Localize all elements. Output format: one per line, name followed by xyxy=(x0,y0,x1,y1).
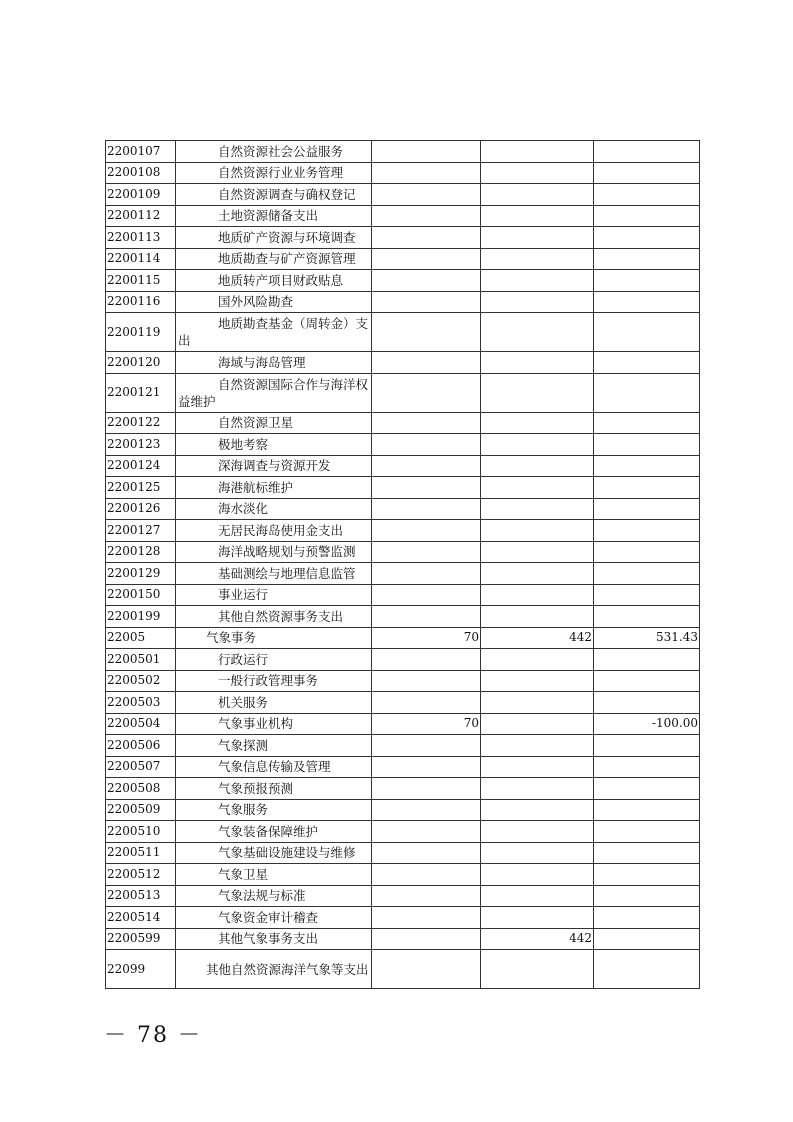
value-cell-2 xyxy=(481,950,594,989)
value-cell-2: 442 xyxy=(481,928,594,950)
table-row xyxy=(106,352,700,374)
code-cell: 2200112 xyxy=(106,205,176,227)
value-cell-3 xyxy=(594,606,700,628)
value-cell-1 xyxy=(372,692,481,714)
table-row xyxy=(106,141,700,163)
table-row xyxy=(106,205,700,227)
code-cell: 2200504 xyxy=(106,713,176,735)
table-row xyxy=(106,670,700,692)
value-cell-2 xyxy=(481,498,594,520)
value-cell-3 xyxy=(594,821,700,843)
value-cell-1 xyxy=(372,563,481,585)
code-cell: 2200150 xyxy=(106,584,176,606)
name-cell: 地质勘查与矿产资源管理 xyxy=(176,248,372,270)
value-cell-1 xyxy=(372,352,481,374)
value-cell-3: 531.43 xyxy=(594,627,700,649)
code-cell: 2200509 xyxy=(106,799,176,821)
code-cell: 2200113 xyxy=(106,227,176,249)
table-row xyxy=(106,907,700,929)
value-cell-3 xyxy=(594,412,700,434)
name-cell: 海洋战略规划与预警监测 xyxy=(176,541,372,563)
value-cell-1 xyxy=(372,864,481,886)
value-cell-1 xyxy=(372,907,481,929)
value-cell-2 xyxy=(481,778,594,800)
value-cell-1 xyxy=(372,756,481,778)
value-cell-3 xyxy=(594,291,700,313)
value-cell-3 xyxy=(594,184,700,206)
value-cell-2 xyxy=(481,541,594,563)
value-cell-3 xyxy=(594,270,700,292)
code-cell: 2200125 xyxy=(106,477,176,499)
table-row xyxy=(106,885,700,907)
value-cell-1 xyxy=(372,821,481,843)
code-cell: 2200107 xyxy=(106,141,176,163)
value-cell-2 xyxy=(481,373,594,412)
value-cell-2 xyxy=(481,584,594,606)
value-cell-1 xyxy=(372,735,481,757)
code-cell: 2200109 xyxy=(106,184,176,206)
value-cell-2 xyxy=(481,606,594,628)
value-cell-2: 442 xyxy=(481,627,594,649)
code-cell: 2200508 xyxy=(106,778,176,800)
table-row xyxy=(106,563,700,585)
value-cell-3 xyxy=(594,248,700,270)
code-cell: 2200507 xyxy=(106,756,176,778)
code-cell: 2200511 xyxy=(106,842,176,864)
code-cell: 2200199 xyxy=(106,606,176,628)
name-cell: 气象事务 xyxy=(176,627,372,649)
value-cell-1 xyxy=(372,885,481,907)
name-cell: 深海调查与资源开发 xyxy=(176,455,372,477)
table-row xyxy=(106,541,700,563)
code-cell: 22099 xyxy=(106,950,176,989)
value-cell-1 xyxy=(372,520,481,542)
code-cell: 2200513 xyxy=(106,885,176,907)
value-cell-3 xyxy=(594,864,700,886)
value-cell-2 xyxy=(481,291,594,313)
name-cell: 基础测绘与地理信息监管 xyxy=(176,563,372,585)
code-cell: 2200119 xyxy=(106,313,176,352)
value-cell-3 xyxy=(594,520,700,542)
value-cell-2 xyxy=(481,248,594,270)
code-cell: 2200502 xyxy=(106,670,176,692)
value-cell-1 xyxy=(372,477,481,499)
table-row xyxy=(106,735,700,757)
value-cell-2 xyxy=(481,885,594,907)
value-cell-2 xyxy=(481,227,594,249)
table-row xyxy=(106,627,700,649)
value-cell-2 xyxy=(481,205,594,227)
name-cell: 自然资源国际合作与海洋权益维护 xyxy=(176,373,372,412)
value-cell-2 xyxy=(481,162,594,184)
value-cell-3 xyxy=(594,227,700,249)
code-cell: 2200599 xyxy=(106,928,176,950)
name-cell: 气象信息传输及管理 xyxy=(176,756,372,778)
code-cell: 2200129 xyxy=(106,563,176,585)
name-cell: 气象预报预测 xyxy=(176,778,372,800)
table-row xyxy=(106,291,700,313)
code-cell: 2200126 xyxy=(106,498,176,520)
table-row xyxy=(106,498,700,520)
name-cell: 气象法规与标准 xyxy=(176,885,372,907)
budget-table xyxy=(105,140,700,989)
value-cell-3 xyxy=(594,541,700,563)
value-cell-1 xyxy=(372,313,481,352)
code-cell: 2200128 xyxy=(106,541,176,563)
value-cell-3 xyxy=(594,455,700,477)
value-cell-3 xyxy=(594,498,700,520)
name-cell: 自然资源行业业务管理 xyxy=(176,162,372,184)
value-cell-1 xyxy=(372,205,481,227)
table-row xyxy=(106,477,700,499)
code-cell: 2200115 xyxy=(106,270,176,292)
code-cell: 2200122 xyxy=(106,412,176,434)
value-cell-3 xyxy=(594,885,700,907)
name-cell: 地质矿产资源与环境调查 xyxy=(176,227,372,249)
table-row xyxy=(106,434,700,456)
value-cell-2 xyxy=(481,692,594,714)
name-cell: 气象资金审计稽查 xyxy=(176,907,372,929)
table-row xyxy=(106,584,700,606)
name-cell: 行政运行 xyxy=(176,649,372,671)
value-cell-2 xyxy=(481,313,594,352)
code-cell: 2200501 xyxy=(106,649,176,671)
table-row xyxy=(106,713,700,735)
value-cell-1 xyxy=(372,184,481,206)
value-cell-3 xyxy=(594,649,700,671)
page-number: － 78 － xyxy=(104,1023,202,1048)
code-cell: 2200510 xyxy=(106,821,176,843)
code-cell: 2200503 xyxy=(106,692,176,714)
table-row xyxy=(106,162,700,184)
value-cell-2 xyxy=(481,735,594,757)
table-row xyxy=(106,373,700,412)
code-cell: 2200116 xyxy=(106,291,176,313)
value-cell-3 xyxy=(594,141,700,163)
value-cell-2 xyxy=(481,799,594,821)
value-cell-3 xyxy=(594,584,700,606)
value-cell-1 xyxy=(372,227,481,249)
name-cell: 一般行政管理事务 xyxy=(176,670,372,692)
name-cell: 海域与海岛管理 xyxy=(176,352,372,374)
value-cell-3 xyxy=(594,434,700,456)
table-row xyxy=(106,928,700,950)
code-cell: 2200127 xyxy=(106,520,176,542)
table-row xyxy=(106,821,700,843)
value-cell-1 xyxy=(372,162,481,184)
table-row xyxy=(106,520,700,542)
value-cell-1 xyxy=(372,606,481,628)
name-cell: 气象探测 xyxy=(176,735,372,757)
value-cell-1 xyxy=(372,248,481,270)
name-cell: 自然资源社会公益服务 xyxy=(176,141,372,163)
value-cell-1 xyxy=(372,778,481,800)
code-cell: 2200506 xyxy=(106,735,176,757)
name-cell: 海水淡化 xyxy=(176,498,372,520)
table-row xyxy=(106,842,700,864)
table-row xyxy=(106,864,700,886)
name-cell: 极地考察 xyxy=(176,434,372,456)
value-cell-1: 70 xyxy=(372,627,481,649)
value-cell-3 xyxy=(594,373,700,412)
value-cell-2 xyxy=(481,670,594,692)
value-cell-1 xyxy=(372,842,481,864)
table-row xyxy=(106,455,700,477)
name-cell: 无居民海岛使用金支出 xyxy=(176,520,372,542)
code-cell: 2200120 xyxy=(106,352,176,374)
name-cell: 自然资源调查与确权登记 xyxy=(176,184,372,206)
value-cell-3 xyxy=(594,907,700,929)
value-cell-1 xyxy=(372,649,481,671)
value-cell-2 xyxy=(481,649,594,671)
value-cell-2 xyxy=(481,907,594,929)
value-cell-1 xyxy=(372,373,481,412)
code-cell: 2200114 xyxy=(106,248,176,270)
name-cell: 国外风险勘查 xyxy=(176,291,372,313)
name-cell: 土地资源储备支出 xyxy=(176,205,372,227)
value-cell-1 xyxy=(372,434,481,456)
table-row xyxy=(106,248,700,270)
code-cell: 2200123 xyxy=(106,434,176,456)
value-cell-3 xyxy=(594,692,700,714)
table-row xyxy=(106,692,700,714)
value-cell-3 xyxy=(594,950,700,989)
name-cell: 其他自然资源海洋气象等支出 xyxy=(176,950,372,989)
name-cell: 机关服务 xyxy=(176,692,372,714)
code-cell: 2200512 xyxy=(106,864,176,886)
value-cell-2 xyxy=(481,563,594,585)
table-row xyxy=(106,184,700,206)
value-cell-3 xyxy=(594,842,700,864)
value-cell-1 xyxy=(372,670,481,692)
name-cell: 海港航标维护 xyxy=(176,477,372,499)
value-cell-1 xyxy=(372,141,481,163)
table-row xyxy=(106,799,700,821)
value-cell-2 xyxy=(481,713,594,735)
value-cell-3: -100.00 xyxy=(594,713,700,735)
name-cell: 气象事业机构 xyxy=(176,713,372,735)
value-cell-2 xyxy=(481,864,594,886)
value-cell-2 xyxy=(481,352,594,374)
value-cell-2 xyxy=(481,821,594,843)
name-cell: 其他气象事务支出 xyxy=(176,928,372,950)
value-cell-1 xyxy=(372,799,481,821)
value-cell-1 xyxy=(372,584,481,606)
name-cell: 气象卫星 xyxy=(176,864,372,886)
code-cell: 2200121 xyxy=(106,373,176,412)
value-cell-1 xyxy=(372,498,481,520)
value-cell-1 xyxy=(372,950,481,989)
name-cell: 事业运行 xyxy=(176,584,372,606)
value-cell-2 xyxy=(481,520,594,542)
value-cell-2 xyxy=(481,184,594,206)
value-cell-3 xyxy=(594,778,700,800)
value-cell-1 xyxy=(372,928,481,950)
table-row xyxy=(106,412,700,434)
table-row xyxy=(106,606,700,628)
code-cell: 22005 xyxy=(106,627,176,649)
value-cell-2 xyxy=(481,412,594,434)
table-row xyxy=(106,756,700,778)
value-cell-3 xyxy=(594,477,700,499)
table-row xyxy=(106,227,700,249)
table-row xyxy=(106,950,700,989)
name-cell: 其他自然资源事务支出 xyxy=(176,606,372,628)
value-cell-3 xyxy=(594,928,700,950)
table-row xyxy=(106,270,700,292)
value-cell-1 xyxy=(372,291,481,313)
value-cell-2 xyxy=(481,756,594,778)
name-cell: 自然资源卫星 xyxy=(176,412,372,434)
value-cell-3 xyxy=(594,352,700,374)
name-cell: 地质勘查基金（周转金）支出 xyxy=(176,313,372,352)
value-cell-3 xyxy=(594,162,700,184)
name-cell: 气象装备保障维护 xyxy=(176,821,372,843)
value-cell-3 xyxy=(594,670,700,692)
code-cell: 2200108 xyxy=(106,162,176,184)
table-body xyxy=(106,141,700,989)
value-cell-2 xyxy=(481,842,594,864)
value-cell-3 xyxy=(594,313,700,352)
value-cell-1 xyxy=(372,412,481,434)
value-cell-2 xyxy=(481,141,594,163)
table-row xyxy=(106,313,700,352)
value-cell-3 xyxy=(594,563,700,585)
value-cell-1 xyxy=(372,541,481,563)
code-cell: 2200514 xyxy=(106,907,176,929)
value-cell-3 xyxy=(594,205,700,227)
value-cell-1 xyxy=(372,455,481,477)
value-cell-3 xyxy=(594,799,700,821)
table-row xyxy=(106,778,700,800)
name-cell: 地质转产项目财政贴息 xyxy=(176,270,372,292)
name-cell: 气象服务 xyxy=(176,799,372,821)
value-cell-1: 70 xyxy=(372,713,481,735)
value-cell-2 xyxy=(481,434,594,456)
value-cell-3 xyxy=(594,735,700,757)
value-cell-2 xyxy=(481,477,594,499)
value-cell-2 xyxy=(481,455,594,477)
value-cell-1 xyxy=(372,270,481,292)
name-cell: 气象基础设施建设与维修 xyxy=(176,842,372,864)
value-cell-2 xyxy=(481,270,594,292)
code-cell: 2200124 xyxy=(106,455,176,477)
value-cell-3 xyxy=(594,756,700,778)
table-row xyxy=(106,649,700,671)
